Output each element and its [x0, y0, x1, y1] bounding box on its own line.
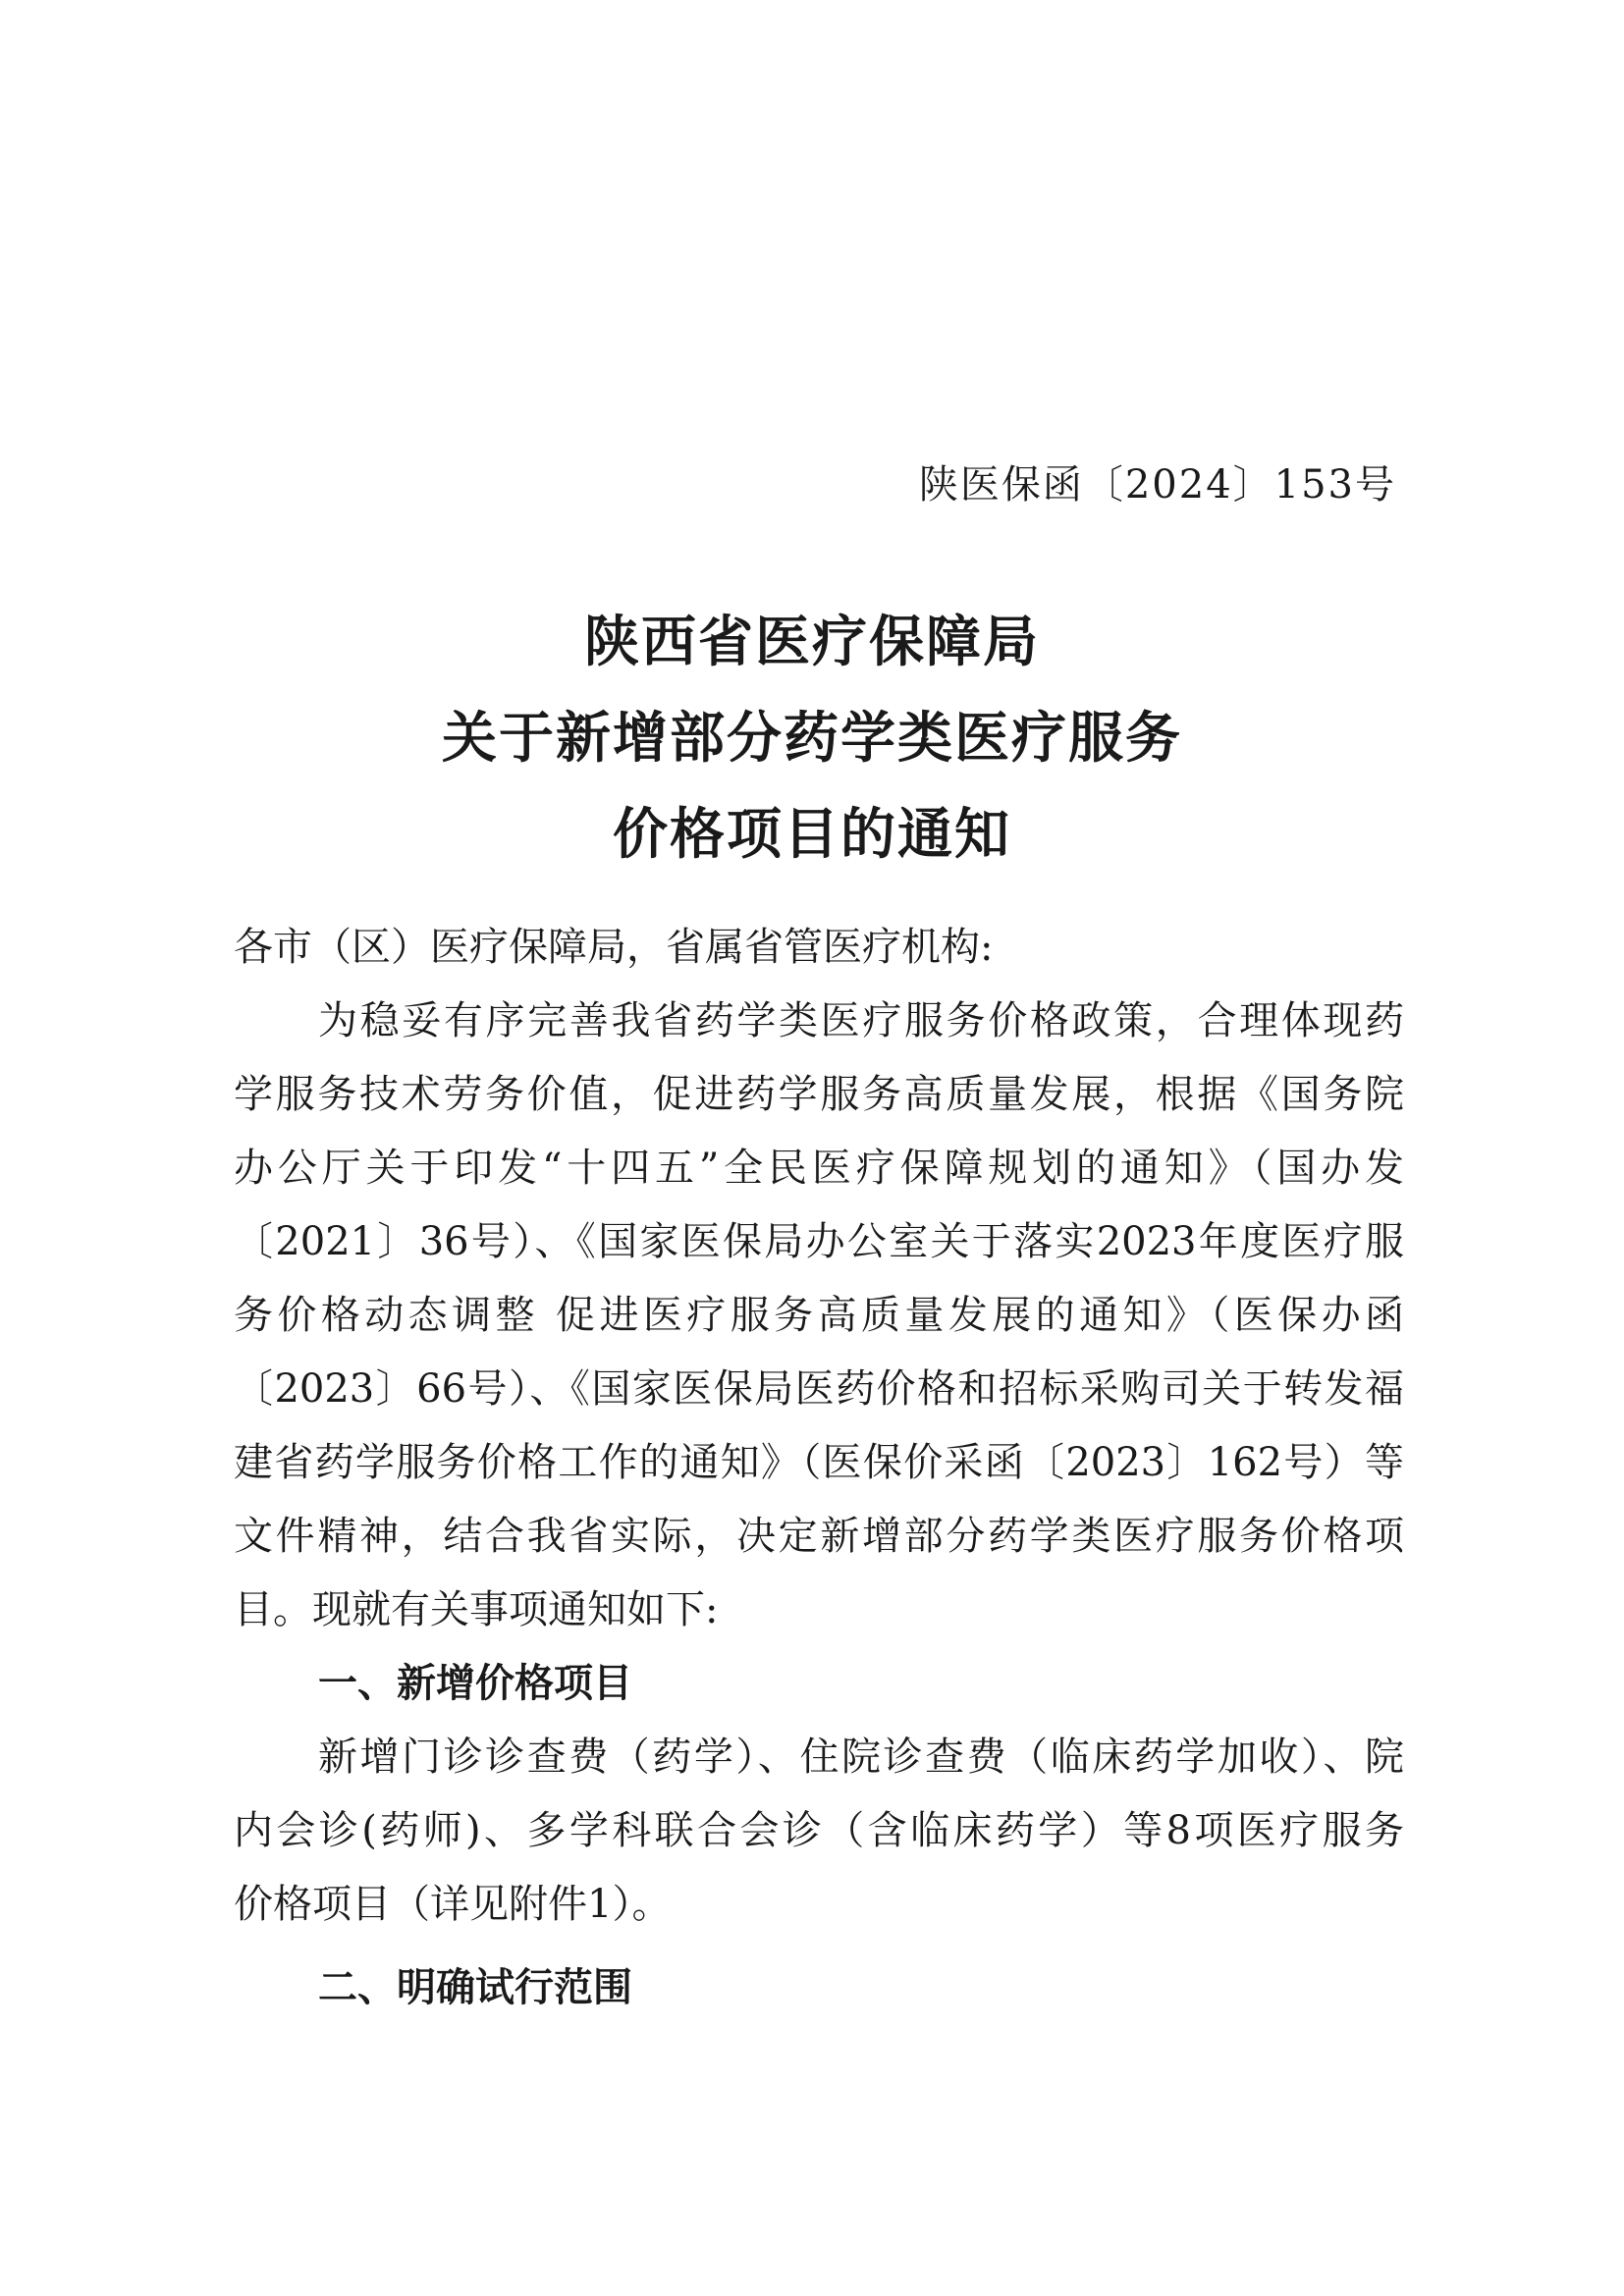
title-line-3: 价格项目的通知	[613, 803, 1011, 867]
paragraph-line: 务价格动态调整 促进医疗服务高质量发展的通知》（医保办函	[234, 1293, 1404, 1338]
title-line-1: 陕西省医疗保障局	[584, 611, 1040, 674]
paragraph-line: 学服务技术劳务价值，促进药学服务高质量发展，根据《国务院	[234, 1072, 1404, 1117]
paragraph-line: 新增门诊诊查费（药学）、住院诊查费（临床药学加收）、院	[318, 1735, 1404, 1780]
paragraph-line: 文件精神，结合我省实际，决定新增部分药学类医疗服务价格项	[234, 1514, 1404, 1559]
paragraph-line: 办公厅关于印发“十四五”全民医疗保障规划的通知》（国办发	[234, 1146, 1404, 1191]
document-body	[234, 911, 1404, 2025]
paragraph-line: 目。现就有关事项通知如下:	[234, 1587, 719, 1632]
salutation: 各市（区）医疗保障局，省属省管医疗机构:	[234, 925, 994, 970]
spacer	[234, 1942, 1404, 1951]
paragraph-line: 〔2023〕66号）、《国家医保局医药价格和招标采购司关于转发福	[234, 1366, 1404, 1412]
paragraph-line: 价格项目（详见附件1）。	[234, 1882, 672, 1927]
paragraph-line: 〔2021〕36号）、《国家医保局办公室关于落实2023年度医疗服	[234, 1219, 1404, 1264]
document-title	[0, 595, 1624, 883]
section-heading-2: 二、明确试行范围	[318, 1965, 632, 2010]
paragraph-line: 为稳妥有序完善我省药学类医疗服务价格政策，合理体现药	[318, 998, 1404, 1043]
paragraph-line: 内会诊(药师)、多学科联合会诊（含临床药学）等8项医疗服务	[234, 1808, 1404, 1853]
title-line-2: 关于新增部分药学类医疗服务	[442, 707, 1182, 771]
section-heading-1: 一、新增价格项目	[318, 1661, 632, 1706]
document-number: 陕医保函〔2024〕153号	[918, 462, 1396, 507]
paragraph-line: 建省药学服务价格工作的通知》（医保价采函〔2023〕162号）等	[234, 1440, 1404, 1485]
